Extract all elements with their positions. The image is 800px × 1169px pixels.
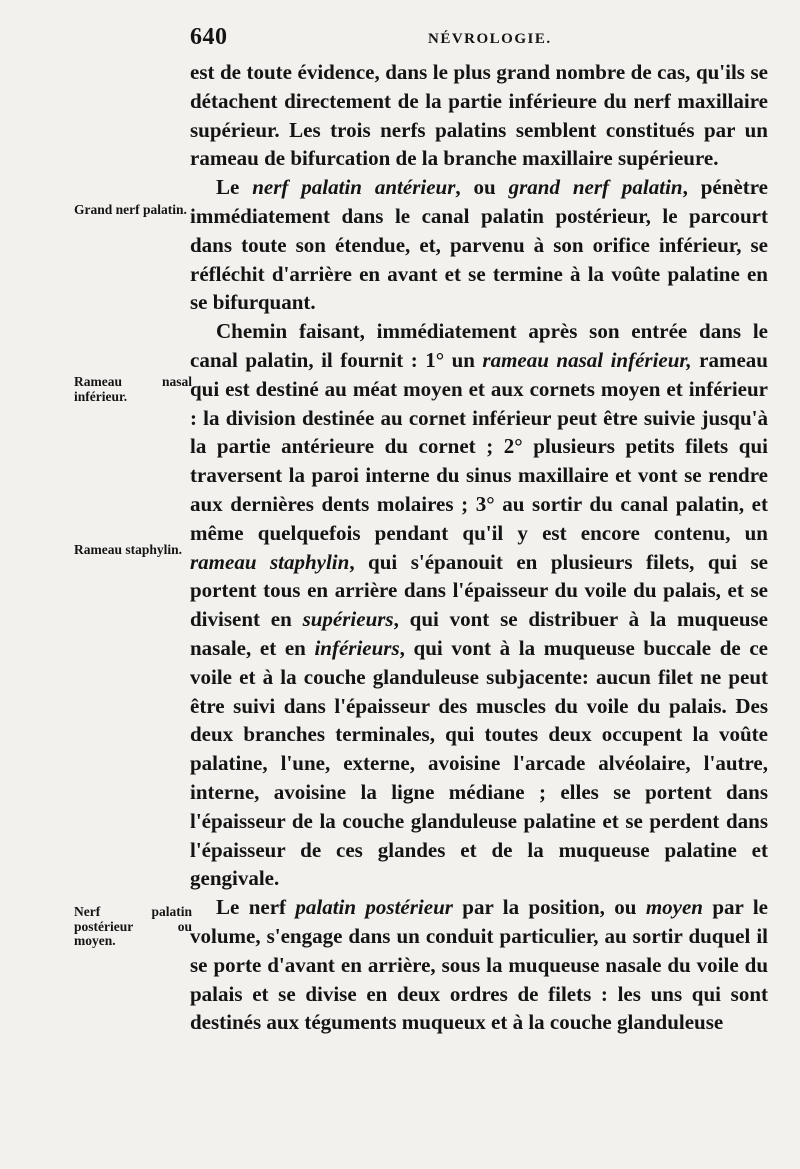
text-run: , ou <box>455 175 509 200</box>
paragraph-continuation: est de toute évidence, dans le plus grand nombre de cas, qu'ils se détachent directement de la partie inférieure du nerf maxillaire supérieur. Les trois nerfs palatins semblent constitués par un rameau de bifurcation de la branche maxillaire supérieure. <box>190 60 768 171</box>
margin-note-rameau-nasal-inferieur: Rameau nasal inférieur. <box>74 374 192 404</box>
text-run: par le volume, s'engage dans un conduit particulier, au sortir duquel il se porte d'avant en arrière, sous la muqueuse nasale du voile du palais et se divise en deux ordres de filets : les uns qui sont destinés aux téguments muqueux et à la couche glanduleuse <box>190 895 768 1035</box>
emphasis-term: inférieurs <box>314 635 400 660</box>
margin-note-grand-nerf-palatin: Grand nerf palatin. <box>74 202 187 217</box>
margin-note-nerf-palatin-posterieur: Nerf palatin postérieur ou moyen. <box>74 904 192 948</box>
text-run: rameau qui est destiné au méat moyen et aux cornets moyen et inférieur : la division destinée au cornet inférieur peut être suivie jusqu'à la partie antérieure du cornet ; 2° plusieurs petits filets qui traversent la paroi interne du sinus maxillaire et vont se rendre aux dernières dents molaires ; 3° au sortir du canal palatin, et même quelquefois pendant qu'il y est encore contenu, un <box>190 347 768 545</box>
emphasis-term: rameau staphylin <box>190 549 350 574</box>
text-run: , qui vont à la muqueuse buccale de ce voile et à la couche glanduleuse subjacente: aucun filet ne peut être suivi dans l'épaisseur des muscles du voile du palais. Des deux branches terminales, qui toutes deux occupent la voûte palatine, l'une, externe, avoisine l'arcade alvéolaire, l'autre, interne, avoisine la ligne médiane ; elles se portent dans l'épaisseur de la couche glanduleuse palatine et se perdent dans l'épaisseur de ces glandes et de la muqueuse palatine et gengivale. <box>190 635 768 891</box>
margin-note-rameau-staphylin: Rameau staphylin. <box>74 542 183 557</box>
text-run: , pénètre immédiatement dans le canal palatin postérieur, le parcourt dans toute son étendue, et, parvenu à son orifice inférieur, se réfléchit d'arrière en avant et se termine à la voûte palatine en se bifurquant. <box>190 175 769 315</box>
emphasis-term: rameau nasal inférieur, <box>482 347 692 372</box>
text-run: , qui s'épanouit en plusieurs filets, qui se portent tous en arrière dans l'épaisseur du voile du palais, et se divisent en <box>190 549 768 632</box>
text-run: Le <box>216 175 253 200</box>
emphasis-term: nerf palatin antérieur <box>252 175 456 200</box>
emphasis-term: palatin postérieur <box>295 895 453 920</box>
main-text <box>190 58 768 1037</box>
emphasis-term: supérieurs <box>302 607 394 632</box>
emphasis-term: grand nerf palatin <box>508 175 683 200</box>
running-header <box>190 24 570 52</box>
paragraph-nerf-palatin-posterieur <box>190 893 768 1037</box>
emphasis-term: moyen <box>645 895 703 920</box>
text-run: Chemin faisant, immédiatement après son entrée dans le canal palatin, il fournit : 1° un <box>190 319 768 372</box>
text-run: , qui vont se distribuer à la muqueuse nasale, et en <box>190 607 768 660</box>
paragraph-rameaux <box>190 317 768 893</box>
text-run: par la position, ou <box>452 895 646 920</box>
page-number: 640 <box>190 24 228 50</box>
running-title: NÉVROLOGIE. <box>428 31 552 47</box>
text-run: Le nerf <box>216 895 296 920</box>
paragraph-nerf-palatin-anterieur <box>190 173 768 317</box>
